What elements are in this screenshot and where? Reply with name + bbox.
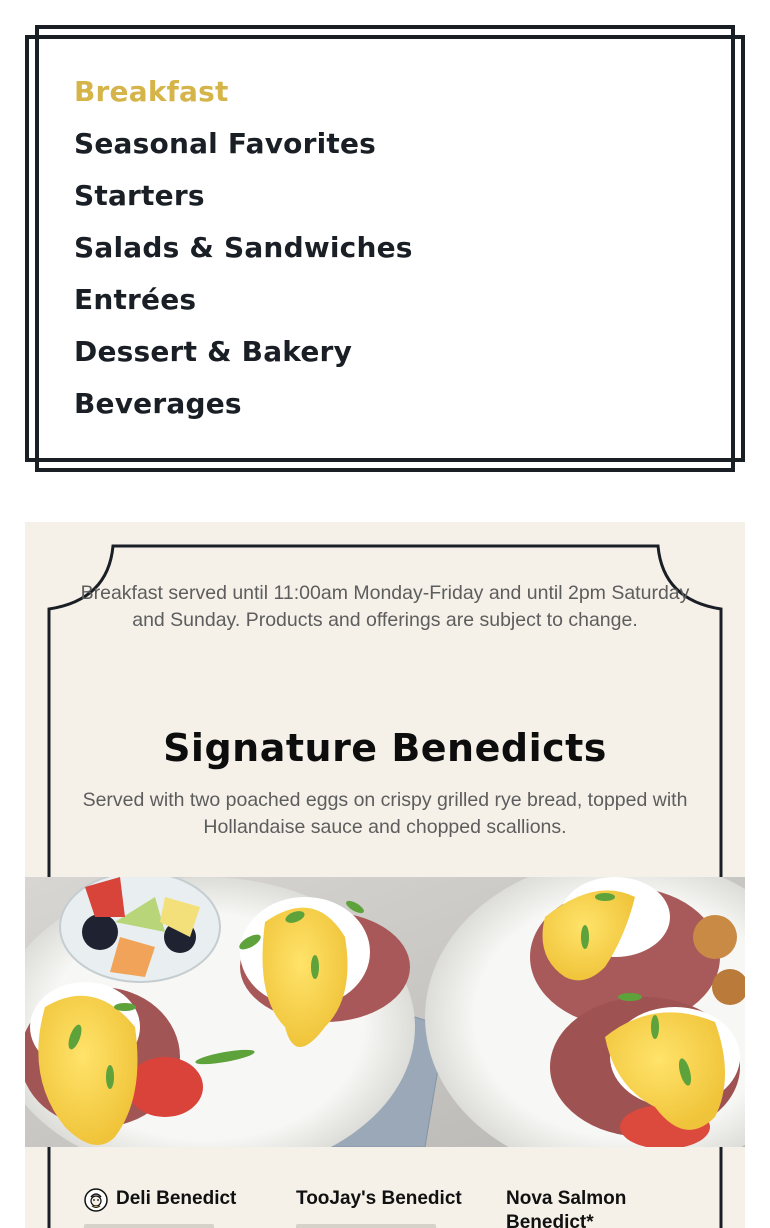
section-title: Signature Benedicts — [163, 726, 607, 770]
section-description: Served with two poached eggs on crispy grilled rye bread, topped with Hollandaise sauce and chopped scallions. — [82, 789, 688, 838]
category-nav — [74, 70, 413, 434]
chef-badge-icon — [84, 1188, 108, 1212]
benedicts-photo — [25, 877, 745, 1147]
nav-item-breakfast[interactable]: Breakfast — [74, 75, 229, 108]
nav-item-dessert-bakery[interactable]: Dessert & Bakery — [74, 335, 353, 368]
menu-item-toojays-benedict[interactable]: TooJay's Benedict — [296, 1188, 462, 1209]
breakfast-hours-notice: Breakfast served until 11:00am Monday-Friday and until 2pm Saturday and Sunday. Products and offerings are subject to change. — [80, 582, 690, 631]
nav-item-beverages[interactable]: Beverages — [74, 387, 242, 420]
nav-item-starters[interactable]: Starters — [74, 179, 205, 212]
nav-item-entrees[interactable]: Entrées — [74, 283, 197, 316]
nav-item-seasonal-favorites[interactable]: Seasonal Favorites — [74, 127, 377, 160]
menu-item-description-fragment — [84, 1224, 214, 1228]
nav-item-salads-sandwiches[interactable]: Salads & Sandwiches — [74, 231, 413, 264]
menu-item-description-fragment — [296, 1224, 436, 1228]
menu-item-nova-salmon-benedict[interactable]: Nova Salmon Benedict* — [506, 1188, 627, 1228]
menu-item-deli-benedict[interactable]: Deli Benedict — [116, 1188, 237, 1209]
